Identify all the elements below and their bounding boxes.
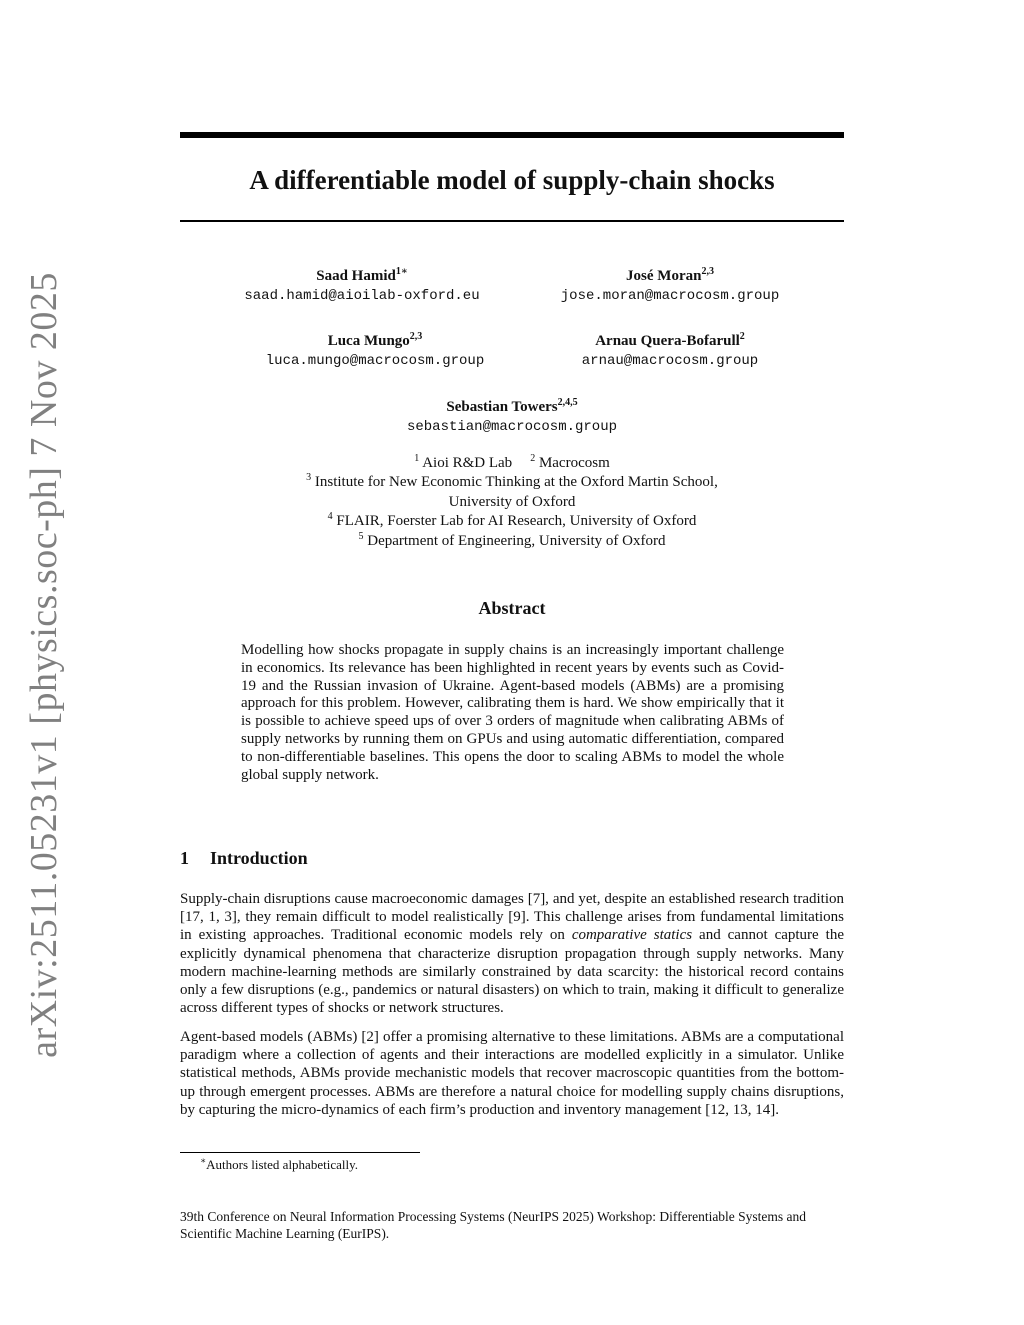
author-name: Luca Mungo: [327, 333, 410, 349]
author-affiliation-marker: 2,4,5: [557, 397, 578, 408]
affiliation-engineering: Department of Engineering, University of Oxford: [367, 532, 666, 549]
section-number: 1: [180, 848, 189, 868]
author-affiliation-marker: 2: [739, 331, 745, 342]
footnote: [200, 1156, 358, 1173]
emphasis-comparative-statics: comparative statics: [571, 927, 693, 944]
author-email[interactable]: luca.mungo@macrocosm.group: [265, 353, 485, 369]
author-affiliation-marker: 2,3: [409, 331, 423, 342]
author-block: [312, 397, 712, 437]
affiliation-flair: FLAIR, Foerster Lab for AI Research, University of Oxford: [336, 513, 697, 530]
author-name: José Moran: [626, 268, 702, 284]
section-title: Introduction: [210, 848, 308, 868]
affiliation-marker: 2: [530, 453, 536, 464]
affiliation-marker: 1: [414, 453, 420, 464]
paper-title: A differentiable model of supply-chain shocks: [249, 165, 775, 195]
author-affiliation-marker: 1∗: [395, 266, 408, 277]
abstract-heading: Abstract: [478, 598, 546, 618]
affiliation-inet-cont: University of Oxford: [448, 493, 576, 510]
intro-paragraph-2: Agent-based models (ABMs) [2] offer a promising alternative to these limitations. ABMs are a computational paradigm where a collection of agents and their interactions are modelled explicitly in a simulator. Unlike statistical methods, ABMs provide mechanistic models that recover macroscopic quantities from the bottom-up through emergent processes. ABMs are therefore a natural choice for modelling supply chains disruptions, by capturing the micro-dynamics of each firm’s production and inventory management [12, 13, 14].: [180, 1029, 844, 1118]
author-email[interactable]: jose.moran@macrocosm.group: [560, 288, 780, 304]
author-email[interactable]: arnau@macrocosm.group: [581, 353, 759, 369]
author-email[interactable]: sebastian@macrocosm.group: [406, 419, 618, 435]
footnote-text: Authors listed alphabetically.: [206, 1157, 358, 1172]
venue-note: 39th Conference on Neural Information Processing Systems (NeurIPS 2025) Workshop: Differentiable Systems and Scientific Machine Learning (EurIPS).: [180, 1209, 807, 1241]
footnote-marker: ∗: [200, 1155, 207, 1166]
author-email[interactable]: saad.hamid@aioilab-oxford.eu: [244, 288, 480, 304]
affiliation-marker: 3: [306, 472, 312, 484]
affiliation-marker: 5: [358, 530, 364, 542]
author-affiliation-marker: 2,3: [701, 266, 714, 277]
affiliation-macrocosm: Macrocosm: [538, 455, 610, 471]
affiliation-aioi: Aioi R&D Lab: [422, 455, 513, 471]
arxiv-identifier: arXiv:2511.05231v1 [physics.soc-ph] 7 Nov 2025: [23, 272, 65, 1058]
abstract-text: Modelling how shocks propagate in supply chains is an increasingly important challenge in economics. Its relevance has been highlighted in recent years by events such as Covid-19 and the Russian invasion of Ukraine. Agent-based models (ABMs) are a promising approach for this problem. However, calibrating them is hard. We show empirically that it is possible to achieve speed ups of over 3 orders of magnitude when calibrating ABMs of supply networks by running them on GPUs and using automatic differentiation, compared to non-differentiable baselines. This opens the door to scaling ABMs to model the whole global supply network.: [241, 642, 784, 783]
affiliation-marker: 4: [327, 511, 333, 523]
author-name: Arnau Quera-Bofarull: [595, 333, 740, 349]
title-rule-top: [180, 132, 844, 138]
author-name: Saad Hamid: [316, 268, 396, 284]
intro-paragraph-1: Supply-chain disruptions cause macroeconomic damages [7], and yet, despite an established research tradition [17, 1, 3], they remain difficult to model realistically [9]. This challenge arises from fundamental limitations in existing approaches. Traditional economic models rely on comparative statics and cannot capture the explicitly dynamical phenomena that characterize disruption propagation through supply networks. Many modern machine-learning methods are similarly constrained by data scarcity: the historical record contains only a few disruptions (e.g., pandemics or natural disasters) on which to train, making it difficult to generalize across different types of shocks or network structures.: [180, 891, 844, 1017]
section-heading: [180, 846, 844, 870]
author-block: [470, 331, 870, 371]
author-name: Sebastian Towers: [446, 399, 558, 415]
author-block: [470, 266, 870, 306]
title-rule-bottom: [180, 220, 844, 222]
affiliations: [180, 454, 844, 551]
affiliation-inet: Institute for New Economic Thinking at the Oxford Martin School,: [314, 474, 718, 491]
footnote-rule: [180, 1152, 420, 1153]
